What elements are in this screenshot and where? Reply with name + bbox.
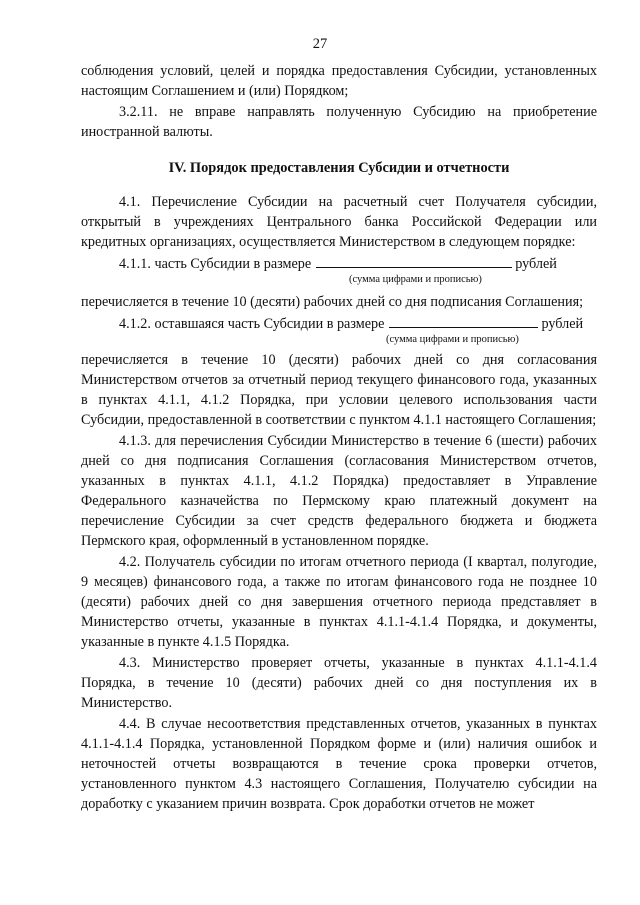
item-4-1-1-unit: рублей <box>515 256 557 272</box>
item-4-1-2-line <box>81 313 597 334</box>
paragraph-4-4: 4.4. В случае несоответствия представленных отчетов, указанных в пунктах 4.1.1-4.1.4 Порядка, установленной Порядком форме и (или) наличия ошибок и неточностей отчеты возвращаются в течение срока проверки отчетов, установленного пунктом 4.3 настоящего Соглашения, Получателю субсидии на доработку с указанием причин возврата. Срок доработки отчетов не может <box>81 716 597 812</box>
item-4-1-2-unit: рублей <box>541 316 584 332</box>
paragraph-conditions: соблюдения условий, целей и порядка предоставления Субсидии, установленных настоящим Соглашением и (или) Порядком; <box>81 63 597 99</box>
paragraph-3-2-11: 3.2.11. не вправе направлять полученную Субсидию на приобретение иностранной валюты. <box>81 104 597 140</box>
paragraph-4-3: 4.3. Министерство проверяет отчеты, указанные в пунктах 4.1.1-4.1.4 Порядка, в течение 10 (десяти) рабочих дней со дня поступления их в Министерство. <box>81 655 597 711</box>
item-4-1-1-lead: 4.1.1. часть Субсидии в размере <box>119 256 312 272</box>
paragraph-4-2: 4.2. Получатель субсидии по итогам отчетного периода (I квартал, полугодие, 9 месяцев) финансового года, а также по итогам финансового года не позднее 10 (десяти) рабочих дней со дня завершения отчетного периода представляет в Министерство отчеты, указанные в пунктах 4.1.1-4.1.4 Порядка, и документы, указанные в пункте 4.1.5 Порядка. <box>81 554 597 650</box>
item-4-1-2-text: перечисляется в течение 10 (десяти) рабочих дней со дня согласования Министерством отчетов за отчетный период текущего финансового года, указанных в пунктах 4.1.1, 4.1.2 Порядка, при условии целевого использования части Субсидии, предоставленной в соответствии с пунктом 4.1.1 настоящего Соглашения; <box>81 352 597 428</box>
item-4-1-1-text: перечисляется в течение 10 (десяти) рабочих дней со дня подписания Соглашения; <box>81 294 584 310</box>
item-4-1-2-lead: 4.1.2. оставшаяся часть Субсидии в размере <box>119 316 385 332</box>
amount-blank-4-1-2[interactable] <box>389 313 538 328</box>
item-4-1-1-line <box>81 253 597 274</box>
amount-blank-4-1-1[interactable] <box>316 253 512 268</box>
section-heading: IV. Порядок предоставления Субсидии и отчетности <box>168 160 510 176</box>
paragraph-4-1-3: 4.1.3. для перечисления Субсидии Министерство в течение 6 (шести) рабочих дней со дня подписания Соглашения (согласования Министерством отчетов, указанных в пунктах 4.1.1, 4.1.2 Порядка) предоставляет в Управление Федерального казначейства по Пермскому краю платежный документ на перечисление Субсидии за счет средств федерального бюджета и бюджета Пермского края, оформленный в установленном порядке. <box>81 433 597 549</box>
amount-caption-4-1-2: (сумма цифрами и прописью) <box>386 334 519 345</box>
document-body <box>81 61 597 814</box>
paragraph-4-1: 4.1. Перечисление Субсидии на расчетный счет Получателя субсидии, открытый в учреждениях Центрального банка Российской Федерации или кредитных организациях, осуществляется Министерством в следующем порядке: <box>81 194 597 250</box>
amount-caption-4-1-1: (сумма цифрами и прописью) <box>349 274 482 285</box>
page-number: 27 <box>312 36 328 52</box>
